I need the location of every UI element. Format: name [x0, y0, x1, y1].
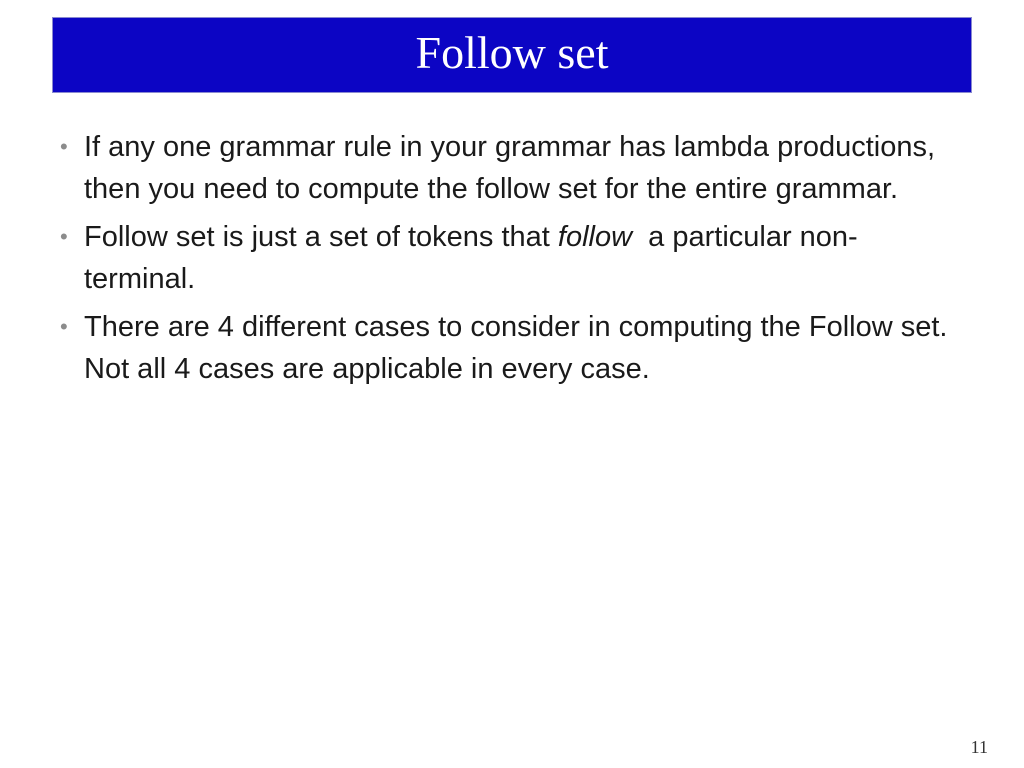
bullet-list	[60, 126, 964, 396]
bullet-text-2-emphasis: follow	[557, 221, 633, 253]
bullet-marker: •	[60, 314, 68, 339]
bullet-item-3	[60, 306, 964, 390]
slide-title: Follow set	[415, 27, 609, 78]
bullet-item-2	[60, 216, 960, 300]
title-bar	[52, 17, 972, 93]
page-number: 11	[970, 737, 988, 757]
bullet-item-1	[60, 126, 960, 210]
bullet-marker: •	[60, 134, 68, 159]
bullet-marker: •	[60, 224, 68, 249]
bullet-text-2-after: a particular non-terminal.	[84, 221, 858, 295]
bullet-text-3: There are 4 different cases to consider in computing the Follow set. Not all 4 cases are applicable in every case.	[84, 311, 964, 385]
bullet-text-1: If any one grammar rule in your grammar has lambda productions, then you need to compute the follow set for the entire grammar.	[84, 131, 936, 205]
bullet-text-2-before: Follow set is just a set of tokens that	[84, 221, 558, 253]
